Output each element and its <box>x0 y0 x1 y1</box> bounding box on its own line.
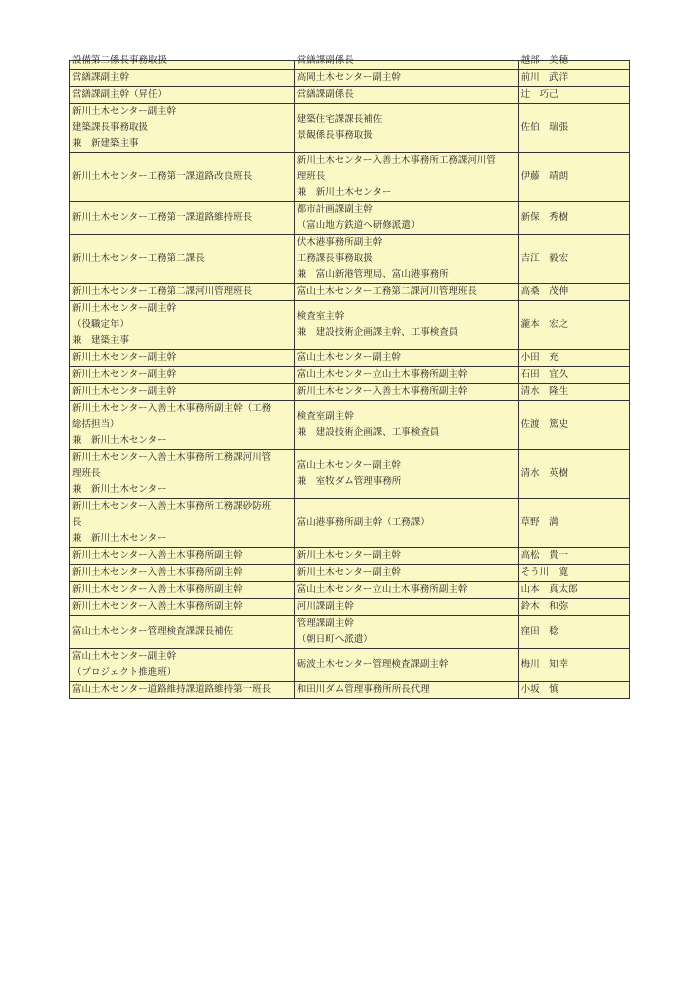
employee-name-cell <box>518 565 629 582</box>
employee-name: 小坂 慎 <box>520 684 559 695</box>
employee-name-cell <box>518 450 629 499</box>
new-position-cell-line: 新川土木センター工務第二課長 <box>72 253 205 264</box>
employee-name-cell <box>518 55 629 70</box>
new-position-cell <box>70 367 295 384</box>
employee-name: 佐伯 瑞張 <box>520 122 569 133</box>
old-position-cell-line: 新川土木センター副主幹 <box>296 567 401 578</box>
table-row <box>70 87 630 104</box>
table-row <box>70 548 630 565</box>
employee-name: 高松 貴一 <box>520 550 569 561</box>
old-position-cell-line: 理班長 <box>296 171 326 182</box>
table-row <box>70 565 630 582</box>
new-position-cell <box>70 401 295 450</box>
new-position-cell <box>70 202 295 235</box>
employee-name: 石田 宜久 <box>520 369 569 380</box>
new-position-cell-line: 富山土木センター副主幹 <box>72 651 177 662</box>
new-position-cell-line: 新川土木センター入善土木事務所工務課河川管 <box>72 452 272 463</box>
table-row <box>70 450 630 499</box>
employee-name: 清水 隆生 <box>520 386 569 397</box>
employee-name: 佐渡 篤史 <box>520 419 569 430</box>
new-position-cell <box>70 235 295 284</box>
old-position-cell <box>294 235 518 284</box>
old-position-cell-line: 富山港事務所副主幹（工務課） <box>296 517 430 528</box>
old-position-cell-line: 河川課副主幹 <box>296 601 354 612</box>
employee-name: 新保 秀樹 <box>520 212 569 223</box>
new-position-cell <box>70 649 295 682</box>
old-position-cell-line: 兼 建設技術企画課、工事検査員 <box>296 427 440 438</box>
new-position-cell <box>70 87 295 104</box>
employee-name: 越部 美穂 <box>520 55 569 66</box>
table-row <box>70 401 630 450</box>
new-position-cell <box>70 153 295 202</box>
new-position-cell-line: 設備第二係長事務取扱 <box>72 55 168 66</box>
old-position-cell-line: 兼 建設技術企画課主幹、工事検査員 <box>296 327 459 338</box>
new-position-cell <box>70 70 295 87</box>
old-position-cell-line: 管理課副主幹 <box>296 618 354 629</box>
employee-name: 梅川 知幸 <box>520 659 569 670</box>
old-position-cell <box>294 616 518 649</box>
new-position-cell-line: 総括担当） <box>72 419 120 430</box>
new-position-cell-line: 新川土木センター入善土木事務所副主幹 <box>72 584 243 595</box>
old-position-cell-line: 工務課長事務取扱 <box>296 253 373 264</box>
employee-name-cell <box>518 235 629 284</box>
employee-name-cell <box>518 599 629 616</box>
old-position-cell-line: 富山土木センター立山土木事務所副主幹 <box>296 369 468 380</box>
new-position-cell-line: 新川土木センター副主幹 <box>72 386 177 397</box>
old-position-cell-line: 検査室主幹 <box>296 311 345 322</box>
table-row <box>70 582 630 599</box>
new-position-cell-line: 理班長 <box>72 468 101 479</box>
old-position-cell <box>294 70 518 87</box>
table-row <box>70 284 630 301</box>
new-position-cell-line: 新川土木センター副主幹 <box>72 303 177 314</box>
new-position-cell <box>70 565 295 582</box>
table-row <box>70 61 630 70</box>
employee-name-cell <box>518 548 629 565</box>
employee-name: 前川 武洋 <box>520 72 569 83</box>
employee-name: 伊藤 靖朗 <box>520 171 569 182</box>
old-position-cell-line: 兼 室牧ダム管理事務所 <box>296 476 402 487</box>
old-position-cell-line: 営繕課副係長 <box>296 89 354 100</box>
old-position-cell-line: 砺波土木センター管理検査課副主幹 <box>296 659 449 670</box>
employee-name: 高桑 茂伸 <box>520 286 569 297</box>
new-position-cell-line: 富山土木センター道路維持課道路維持第一班長 <box>72 684 272 695</box>
table-row <box>70 350 630 367</box>
employee-name: そう川 寛 <box>520 567 569 578</box>
employee-name: 辻 巧己 <box>520 89 559 100</box>
employee-name-cell <box>518 202 629 235</box>
new-position-cell-line: 新川土木センター入善土木事務所副主幹 <box>72 550 243 561</box>
old-position-cell-line: 兼 富山新港管理局、富山港事務所 <box>296 269 449 280</box>
employee-name: 窪田 稔 <box>520 626 559 637</box>
old-position-cell-line: 建築住宅課課長補佐 <box>296 114 383 125</box>
old-position-cell-line: 富山土木センター副主幹 <box>296 352 401 363</box>
new-position-cell-line: 富山土木センター管理検査課課長補佐 <box>72 626 234 637</box>
old-position-cell <box>294 499 518 548</box>
new-position-cell-line: 新川土木センター入善土木事務所副主幹（工務 <box>72 403 272 414</box>
old-position-cell-line: 富山土木センター立山土木事務所副主幹 <box>296 584 468 595</box>
old-position-cell <box>294 284 518 301</box>
table-row <box>70 682 630 699</box>
old-position-cell-line: （朝日町へ派遣） <box>296 634 373 645</box>
table-row <box>70 202 630 235</box>
old-position-cell-line: 新川土木センター入善土木事務所工務課河川管 <box>296 155 496 166</box>
new-position-cell-line: 兼 建築主事 <box>72 335 130 346</box>
transfer-table-body <box>70 55 630 699</box>
employee-name-cell <box>518 649 629 682</box>
new-position-cell-line: 新川土木センター工務第二課河川管理班長 <box>72 286 253 297</box>
old-position-cell <box>294 301 518 350</box>
old-position-cell <box>294 202 518 235</box>
employee-name: 瀧本 宏之 <box>520 319 569 330</box>
employee-name-cell <box>518 401 629 450</box>
old-position-cell <box>294 649 518 682</box>
transfer-table <box>69 55 630 699</box>
new-position-cell-line: 営繕課副主幹 <box>72 72 130 83</box>
employee-name-cell <box>518 104 629 153</box>
old-position-cell-line: 伏木港事務所副主幹 <box>296 237 383 248</box>
employee-name-cell <box>518 499 629 548</box>
employee-name-cell <box>518 284 629 301</box>
new-position-cell <box>70 616 295 649</box>
old-position-cell <box>294 55 518 70</box>
table-row <box>70 367 630 384</box>
new-position-cell-line: 営繕課副主幹（昇任） <box>72 89 168 100</box>
new-position-cell-line: 長 <box>72 517 82 528</box>
table-row <box>70 384 630 401</box>
new-position-cell <box>70 548 295 565</box>
new-position-cell-line: （役職定年） <box>72 319 130 330</box>
new-position-cell-line: 新川土木センター入善土木事務所工務課砂防班 <box>72 501 272 512</box>
old-position-cell-line: 都市計画課副主幹 <box>296 204 373 215</box>
old-position-cell <box>294 384 518 401</box>
new-position-cell <box>70 350 295 367</box>
old-position-cell <box>294 401 518 450</box>
new-position-cell-line: 兼 新建築主事 <box>72 138 139 149</box>
new-position-cell <box>70 599 295 616</box>
table-row <box>70 499 630 548</box>
table-row <box>70 649 630 682</box>
new-position-cell <box>70 450 295 499</box>
employee-name: 山本 真太郎 <box>520 584 578 595</box>
new-position-cell <box>70 384 295 401</box>
employee-name-cell <box>518 301 629 350</box>
old-position-cell <box>294 682 518 699</box>
new-position-cell-line: （プロジェクト推進班） <box>72 667 177 678</box>
old-position-cell <box>294 87 518 104</box>
old-position-cell-line: 景観係長事務取扱 <box>296 130 373 141</box>
employee-name: 清水 英樹 <box>520 468 569 479</box>
new-position-cell <box>70 682 295 699</box>
new-position-cell-line: 兼 新川土木センター <box>72 533 167 544</box>
old-position-cell <box>294 153 518 202</box>
old-position-cell-line: 高岡土木センター副主幹 <box>296 72 401 83</box>
new-position-cell-line: 新川土木センター副主幹 <box>72 369 177 380</box>
employee-name-cell <box>518 367 629 384</box>
new-position-cell-line: 建築課長事務取扱 <box>72 122 149 133</box>
old-position-cell-line: 兼 新川土木センター <box>296 187 392 198</box>
new-position-cell <box>70 301 295 350</box>
old-position-cell <box>294 367 518 384</box>
new-position-cell-line: 新川土木センター工務第一課道路維持班長 <box>72 212 253 223</box>
new-position-cell-line: 兼 新川土木センター <box>72 435 167 446</box>
employee-name-cell <box>518 350 629 367</box>
table-row <box>70 70 630 87</box>
old-position-cell-line: 富山土木センター副主幹 <box>296 460 401 471</box>
employee-name-cell <box>518 384 629 401</box>
old-position-cell-line: 富山土木センター工務第二課河川管理班長 <box>296 286 477 297</box>
new-position-cell-line: 新川土木センター入善土木事務所副主幹 <box>72 601 243 612</box>
old-position-cell-line: （富山地方鉄道へ研修派遣） <box>296 220 421 231</box>
old-position-cell <box>294 450 518 499</box>
new-position-cell-line: 兼 新川土木センター <box>72 484 167 495</box>
employee-name: 吉江 毅宏 <box>520 253 569 264</box>
table-row <box>70 153 630 202</box>
employee-name: 小田 充 <box>520 352 559 363</box>
employee-name-cell <box>518 87 629 104</box>
table-row <box>70 616 630 649</box>
new-position-cell-line: 新川土木センター工務第一課道路改良班長 <box>72 171 253 182</box>
old-position-cell <box>294 548 518 565</box>
new-position-cell <box>70 55 295 70</box>
new-position-cell <box>70 104 295 153</box>
old-position-cell-line: 和田川ダム管理事務所所長代理 <box>296 684 430 695</box>
old-position-cell <box>294 565 518 582</box>
old-position-cell-line: 新川土木センター副主幹 <box>296 550 401 561</box>
table-row <box>70 235 630 284</box>
new-position-cell-line: 新川土木センター副主幹 <box>72 106 177 117</box>
old-position-cell <box>294 350 518 367</box>
old-position-cell <box>294 104 518 153</box>
employee-name: 草野 満 <box>520 517 559 528</box>
employee-name: 鈴木 和弥 <box>520 601 569 612</box>
table-row <box>70 301 630 350</box>
old-position-cell-line: 新川土木センター入善土木事務所副主幹 <box>296 386 468 397</box>
new-position-cell <box>70 499 295 548</box>
new-position-cell-line: 新川土木センター入善土木事務所副主幹 <box>72 567 243 578</box>
new-position-cell <box>70 284 295 301</box>
old-position-cell <box>294 582 518 599</box>
table-row <box>70 104 630 153</box>
employee-name-cell <box>518 616 629 649</box>
employee-name-cell <box>518 582 629 599</box>
employee-name-cell <box>518 70 629 87</box>
employee-name-cell <box>518 153 629 202</box>
new-position-cell-line: 新川土木センター副主幹 <box>72 352 177 363</box>
old-position-cell-line: 検査室副主幹 <box>296 411 354 422</box>
new-position-cell <box>70 582 295 599</box>
table-row <box>70 599 630 616</box>
old-position-cell-line: 営繕課副係長 <box>296 55 354 66</box>
employee-name-cell <box>518 682 629 699</box>
old-position-cell <box>294 599 518 616</box>
